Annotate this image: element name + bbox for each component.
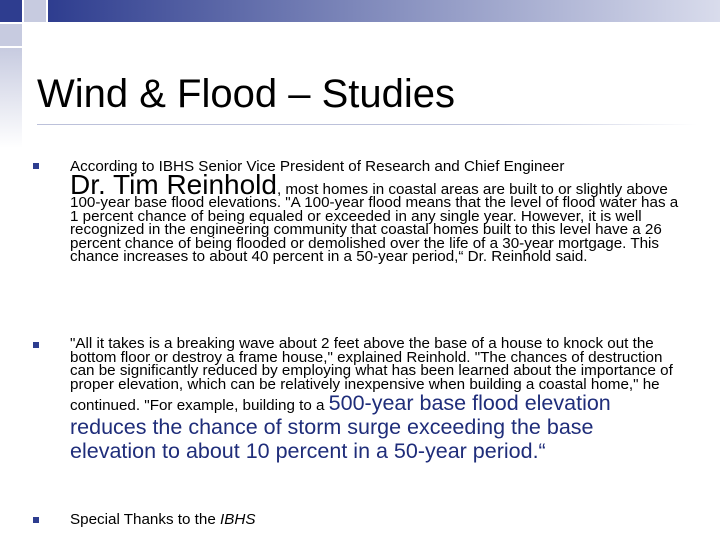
title-divider	[37, 124, 697, 125]
bullet-body: Special Thanks to the	[70, 511, 220, 528]
decor-square-dark	[0, 0, 22, 22]
bullet-square-icon	[33, 163, 39, 169]
bullet-square-icon	[33, 517, 39, 523]
highlight-text: 500-year base flood elevation reduces the chance of storm surge exceeding the base elevation to about 10 percent in a 50-year period.	[70, 391, 611, 463]
bullet-square-icon	[33, 342, 39, 348]
decor-square-light	[0, 24, 22, 46]
bullet-body: "All it takes is a breaking wave about 2 feet above the base of a house to knock out the bottom floor or destroy a frame house," explained Reinhold. "The chances of destruction can be significantly reduced by employing what has been learned about the importance of proper elevation, which can be relatively inexpensive when building a coastal home," he continued. "For example, building to a	[70, 335, 673, 414]
organization-name: IBHS	[220, 511, 256, 528]
slide-title: Wind & Flood – Studies	[37, 72, 455, 116]
side-gradient-bar	[0, 48, 22, 148]
person-name: Dr. Tim Reinhold	[70, 168, 277, 200]
bullet-item	[70, 337, 684, 463]
bullet-item	[70, 513, 684, 527]
decor-square-white	[24, 24, 46, 46]
closing-quote: “	[538, 439, 546, 463]
decor-square-light	[24, 0, 46, 22]
bullet-intro: According to IBHS Senior Vice President of Research and Chief Engineer	[70, 158, 565, 175]
bullet-body: , most homes in coastal areas are built to or slightly above 100-year base flood elevations. "A 100-year flood means that the level of flood water has a 1 percent chance of being equaled or exceeded in any single year. However, it is well recognized in the engineering community that coastal homes built to this level have a 26 percent chance of being flooded or demolished over the life of a 30-year mortgage. This chance increases to about 40 percent in a 50-year period,“ Dr. Reinhold said.	[70, 180, 679, 265]
bullet-item	[70, 160, 684, 264]
top-gradient-bar	[48, 0, 720, 22]
